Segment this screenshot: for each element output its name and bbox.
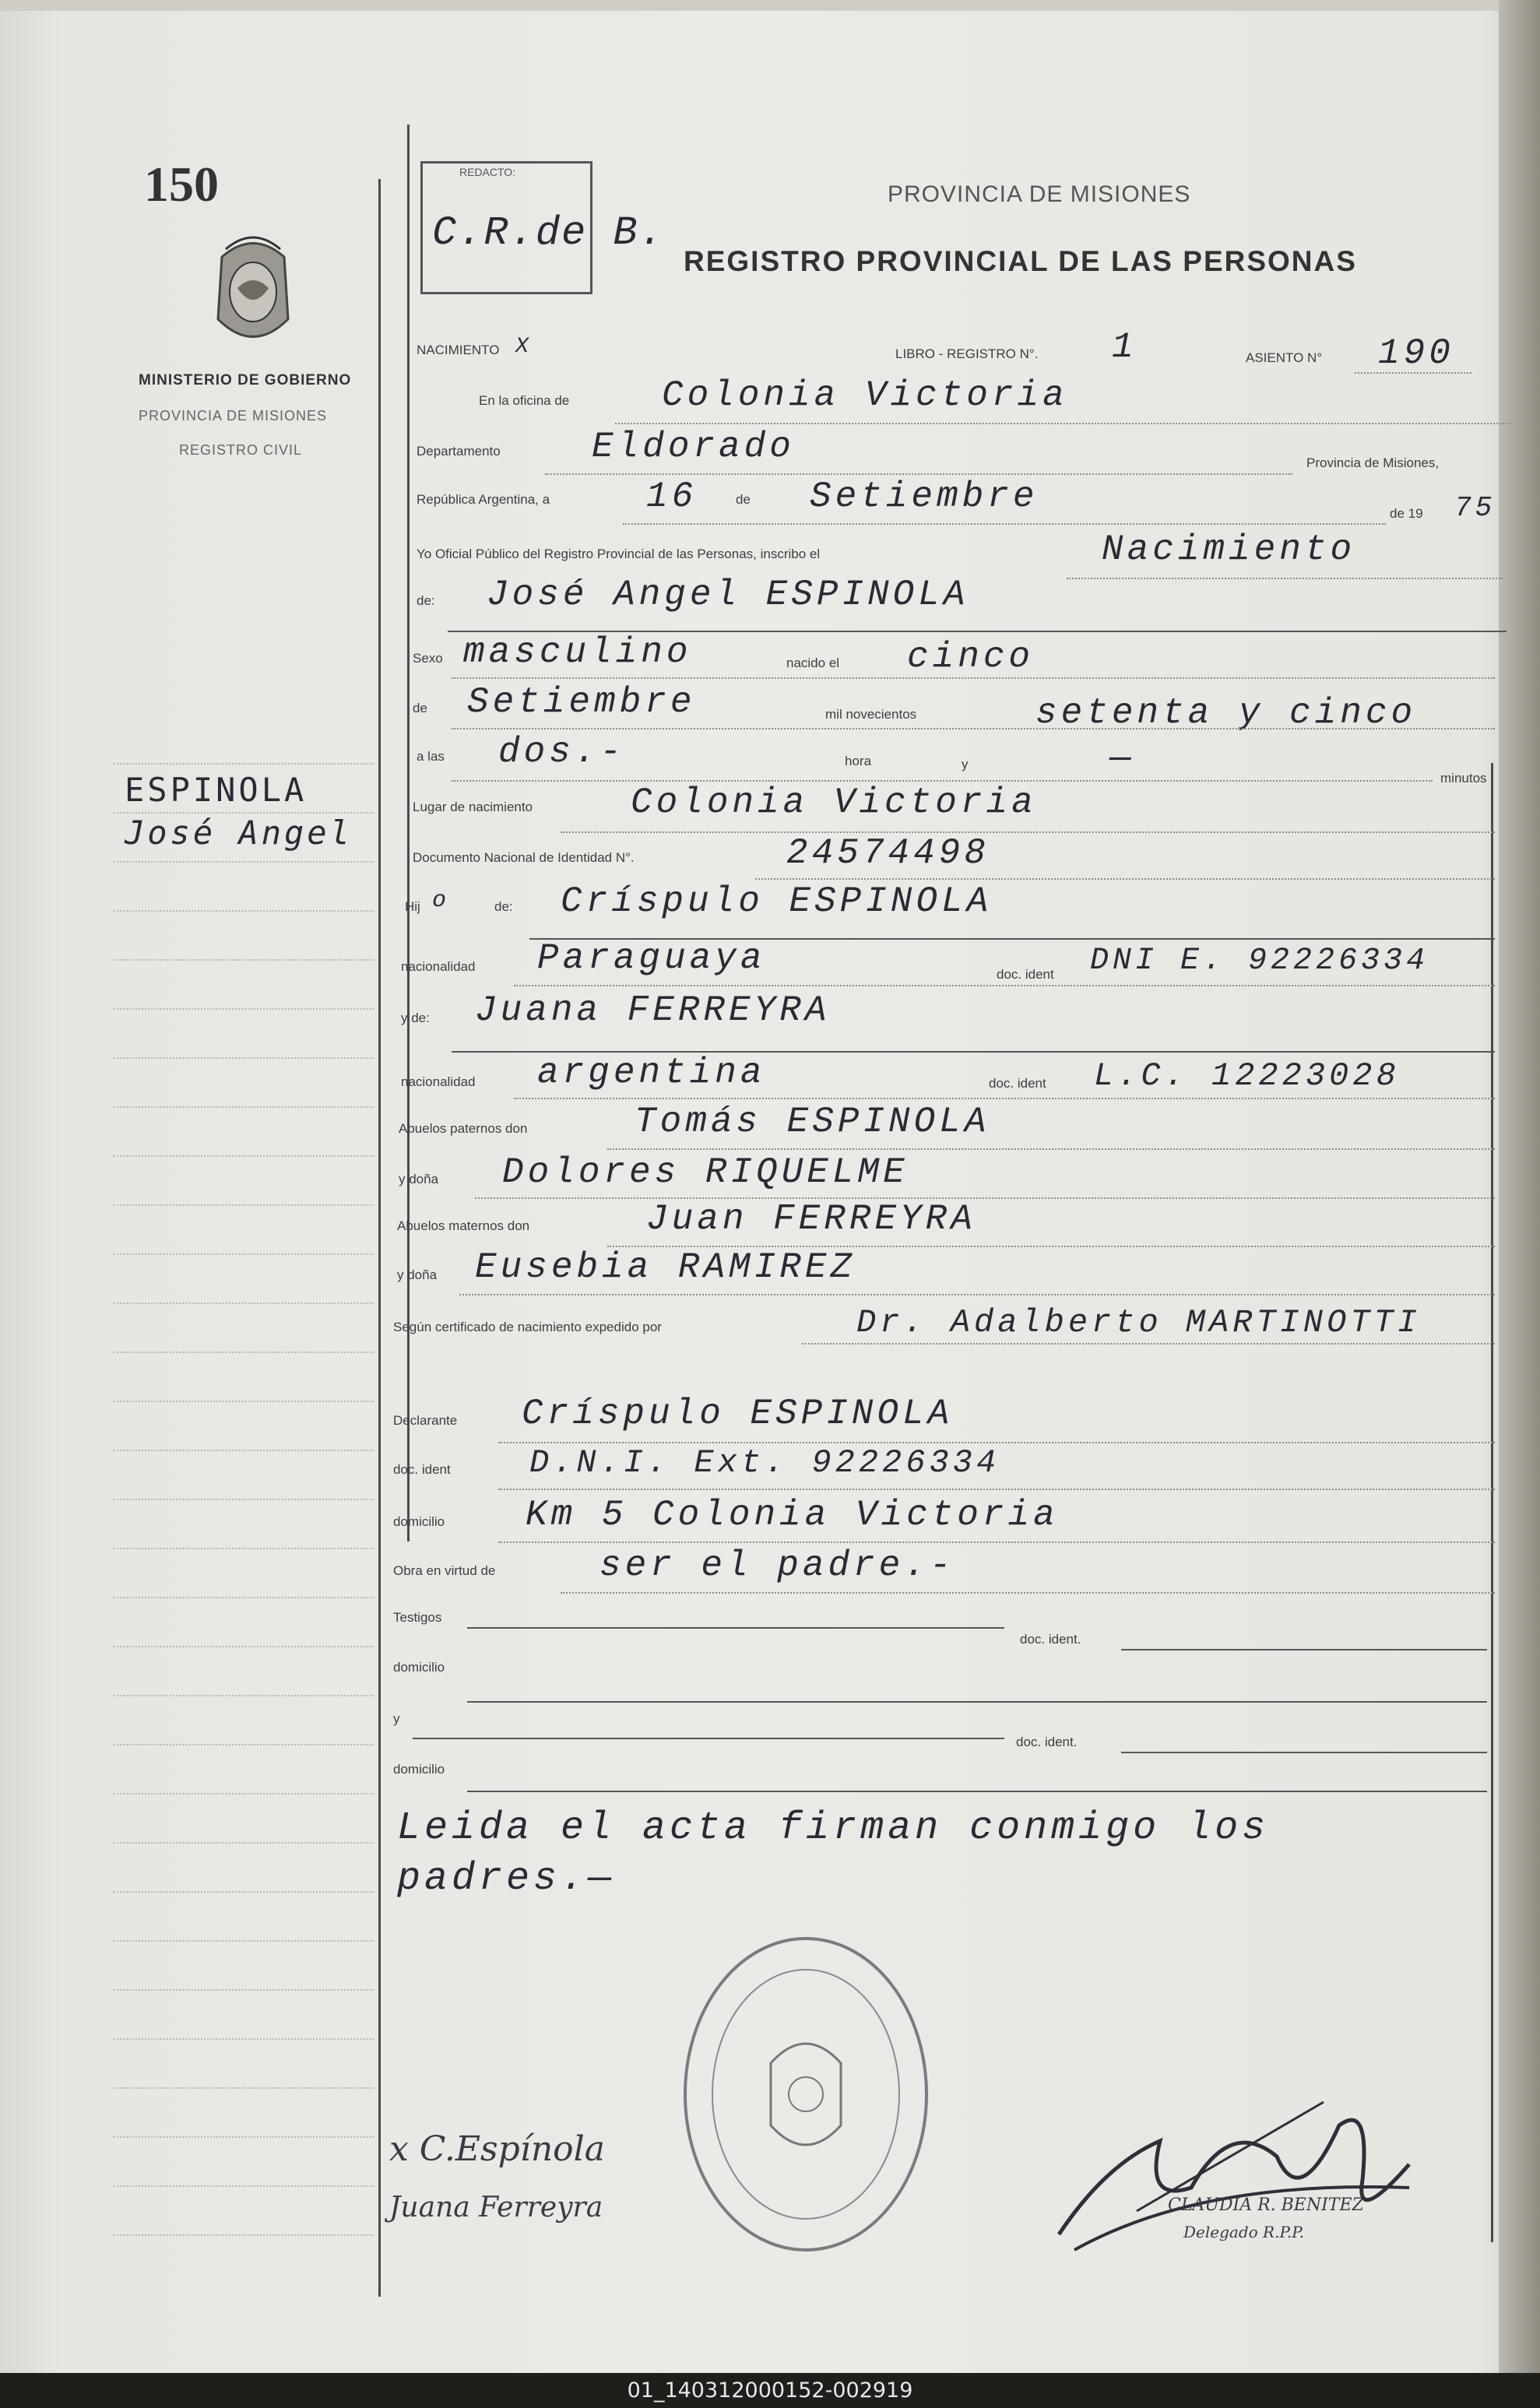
asiento-label: ASIENTO N° [1246, 350, 1323, 365]
a-las-label: a las [417, 749, 445, 764]
nacido-dia-value: cinco [907, 637, 1035, 677]
certificado-label: Según certificado de nacimiento expedido por [393, 1320, 662, 1334]
lugar-label: Lugar de nacimiento [413, 800, 533, 814]
redacto-label: REDACTO: [459, 166, 516, 178]
libro-value: 1 [1112, 327, 1137, 367]
sexo-label: Sexo [413, 651, 443, 666]
margin-rule [113, 1793, 374, 1795]
domicilio-label: domicilio [393, 1514, 445, 1529]
margin-rule [113, 1253, 374, 1255]
departamento-label: Departamento [417, 444, 501, 459]
oficial-label: Yo Oficial Público del Registro Provincial de las Personas, inscribo el [417, 547, 821, 561]
redacto-initials: C.R.de B. [432, 210, 665, 256]
page-right-edge [1499, 0, 1540, 2373]
margin-rule [113, 1106, 374, 1108]
fecha-line [623, 523, 1386, 525]
father-signature: x C.Espínola [389, 2129, 605, 2169]
obra-line [561, 1592, 1495, 1594]
abuela-materna-value: Eusebia RAMIREZ [475, 1247, 856, 1288]
margin-rule [113, 2038, 374, 2040]
sexo-line [452, 677, 1495, 679]
lugar-value: Colonia Victoria [631, 782, 1037, 823]
departamento-value: Eldorado [592, 427, 795, 467]
mil-novecientos-label: mil novecientos [825, 707, 917, 722]
margin-rule [113, 1352, 374, 1353]
madre-doc-value: L.C. 12223028 [1094, 1057, 1400, 1095]
abuela-materna-line [459, 1294, 1495, 1295]
minutos-label: minutos [1440, 771, 1487, 786]
page-number: 150 [144, 156, 219, 212]
provincia-left-label: PROVINCIA DE MISIONES [139, 408, 328, 424]
margin-rule [113, 1940, 374, 1942]
nacido-mes-value: Setiembre [467, 682, 696, 722]
dia-value: 16 [646, 476, 698, 517]
testigo1-doc-line [1121, 1649, 1487, 1650]
margin-rule [113, 959, 374, 961]
margin-rule [113, 2234, 374, 2236]
margin-rule [113, 1057, 374, 1059]
hora-value: dos.- [498, 732, 626, 772]
y-dona-label: y doña [399, 1172, 439, 1186]
nacido-anio-value: setenta y cinco [1035, 693, 1417, 733]
oficina-value: Colonia Victoria [662, 375, 1068, 416]
acta-line [1067, 578, 1503, 579]
mes-line [452, 728, 1495, 729]
margin-rule [113, 1204, 374, 1206]
margin-rule [113, 1450, 374, 1451]
domicilio-line [498, 1541, 1495, 1543]
margin-rule [113, 763, 374, 765]
hora-line [452, 780, 1433, 782]
abuelos-paternos-label: Abuelos paternos don [399, 1121, 528, 1136]
madre-nacionalidad-label: nacionalidad [401, 1074, 476, 1089]
testigos-line [467, 1627, 1004, 1629]
y-dona2-label: y doña [397, 1267, 438, 1282]
testigo1-doc-label: doc. ident. [1020, 1632, 1081, 1647]
margin-rule [113, 910, 374, 912]
padre-nacionalidad-value: Paraguaya [537, 938, 766, 979]
documento-label: Documento Nacional de Identidad N°. [413, 850, 635, 865]
sexo-value: masculino [463, 632, 692, 673]
oficina-label: En la oficina de [479, 393, 570, 408]
margin-rule [113, 1597, 374, 1598]
margin-rule [113, 1695, 374, 1696]
domicilio3-label: domicilio [393, 1762, 445, 1777]
certificado-value: Dr. Adalberto MARTINOTTI [856, 1304, 1421, 1341]
obra-value: ser el padre.- [599, 1545, 955, 1586]
y2-label: y [393, 1711, 400, 1726]
anio-value: 75 [1454, 492, 1496, 524]
minutos-value: — [1109, 738, 1135, 779]
acta-value: Nacimiento [1102, 529, 1356, 570]
madre-nac-line [514, 1098, 1495, 1099]
registro-header: REGISTRO PROVINCIAL DE LAS PERSONAS [684, 245, 1357, 277]
padre-value: Críspulo ESPINOLA [561, 881, 993, 922]
margin-rule [113, 1548, 374, 1549]
padre-nacionalidad-label: nacionalidad [401, 959, 476, 974]
de-label: de [736, 492, 751, 507]
y-label: y [962, 757, 969, 772]
lugar-line [561, 831, 1495, 833]
nota-line1: Leida el acta firman conmigo los [397, 1806, 1270, 1851]
domicilio2-label: domicilio [393, 1660, 445, 1675]
official-seal-icon [677, 1931, 934, 2258]
madre-doc-label: doc. ident [989, 1076, 1046, 1091]
y-de-label: y de: [401, 1011, 430, 1025]
declarante-label: Declarante [393, 1413, 458, 1428]
domicilio2-line [467, 1701, 1487, 1703]
abuelos-maternos-label: Abuelos maternos don [397, 1218, 530, 1233]
registro-civil-label: REGISTRO CIVIL [179, 442, 303, 458]
margin-rule [113, 2185, 374, 2187]
coat-of-arms-icon [195, 226, 311, 358]
abuela-paterna-value: Dolores RIQUELME [502, 1152, 909, 1193]
obra-label: Obra en virtud de [393, 1563, 496, 1578]
page-top-edge [0, 0, 1540, 11]
nota-line2: padres.— [397, 1857, 616, 1901]
departamento-line [545, 473, 1292, 475]
hijo-label: Hij [405, 899, 420, 914]
margin-rule [113, 1302, 374, 1304]
hora-label: hora [845, 754, 872, 768]
testigo2-doc-line [1121, 1752, 1487, 1753]
declarante-doc-value: D.N.I. Ext. 92226334 [529, 1444, 1000, 1482]
nacimiento-label: NACIMIENTO [417, 343, 500, 357]
abuelo-materno-value: Juan FERREYRA [646, 1199, 976, 1239]
madre-nacionalidad-value: argentina [537, 1053, 766, 1093]
margin-rule [113, 1646, 374, 1647]
de-mes-label: de [413, 701, 427, 715]
republica-label: República Argentina, a [417, 492, 550, 507]
testigos-label: Testigos [393, 1610, 442, 1625]
padre-nac-line [514, 985, 1495, 986]
de-hijo-label: de: [494, 899, 513, 914]
margin-surname: ESPINOLA [125, 771, 308, 809]
margin-rule [113, 1891, 374, 1893]
official-name: CLAUDIA R. BENITEZ [1168, 2195, 1364, 2215]
padre-doc-label: doc. ident [997, 967, 1054, 982]
margin-given-names: José Angel [125, 814, 353, 852]
padre-doc-value: DNI E. 92226334 [1090, 944, 1429, 979]
margin-rule [113, 1989, 374, 1991]
oficina-line [615, 423, 1510, 424]
margin-rule [113, 1155, 374, 1157]
margin-rule [113, 2136, 374, 2138]
declarante-doc-label: doc. ident [393, 1462, 451, 1477]
declarante-line [498, 1442, 1495, 1443]
margin-rule [113, 1744, 374, 1745]
nacimiento-mark: X [515, 335, 533, 359]
mes-value: Setiembre [810, 476, 1039, 517]
declarante-value: Críspulo ESPINOLA [522, 1394, 954, 1434]
domicilio3-line [467, 1791, 1487, 1792]
margin-rule [113, 2087, 374, 2089]
madre-value: Juana FERREYRA [475, 990, 831, 1031]
asiento-value: 190 [1378, 333, 1454, 374]
margin-divider [378, 179, 381, 2297]
de-nombre-label: de: [417, 593, 435, 608]
official-title: Delegado R.P.P. [1183, 2223, 1304, 2241]
nombre-value: José Angel ESPINOLA [487, 575, 969, 615]
libro-label: LIBRO - REGISTRO N°. [895, 346, 1039, 361]
margin-rule [113, 861, 374, 863]
mother-signature: Juana Ferreyra [389, 2192, 603, 2223]
testigo2-line [413, 1738, 1004, 1739]
margin-rule [113, 1401, 374, 1402]
abuela-paterna-line [475, 1197, 1495, 1199]
provincia-header: PROVINCIA DE MISIONES [888, 181, 1191, 207]
abuelo-paterno-line [607, 1148, 1495, 1150]
de-19-label: de 19 [1390, 506, 1423, 521]
abuelo-paterno-value: Tomás ESPINOLA [635, 1102, 990, 1142]
asiento-line [1355, 372, 1471, 374]
margin-rule [113, 1008, 374, 1010]
file-id-bar: 01_140312000152-002919 [0, 2373, 1540, 2408]
nacido-el-label: nacido el [786, 656, 840, 670]
declarante-doc-line [498, 1489, 1495, 1490]
official-signature-icon [1043, 2071, 1448, 2273]
certificado-line [802, 1343, 1495, 1345]
provincia-misiones-label: Provincia de Misiones, [1306, 455, 1440, 470]
documento-line [755, 878, 1495, 880]
domicilio-value: Km 5 Colonia Victoria [526, 1495, 1059, 1535]
margin-rule [113, 1499, 374, 1500]
testigo2-doc-label: doc. ident. [1016, 1735, 1078, 1749]
hijo-suffix: o [432, 888, 451, 914]
margin-rule [113, 1842, 374, 1844]
ministerio-label: MINISTERIO DE GOBIERNO [139, 372, 352, 388]
documento-value: 24574498 [786, 833, 990, 874]
